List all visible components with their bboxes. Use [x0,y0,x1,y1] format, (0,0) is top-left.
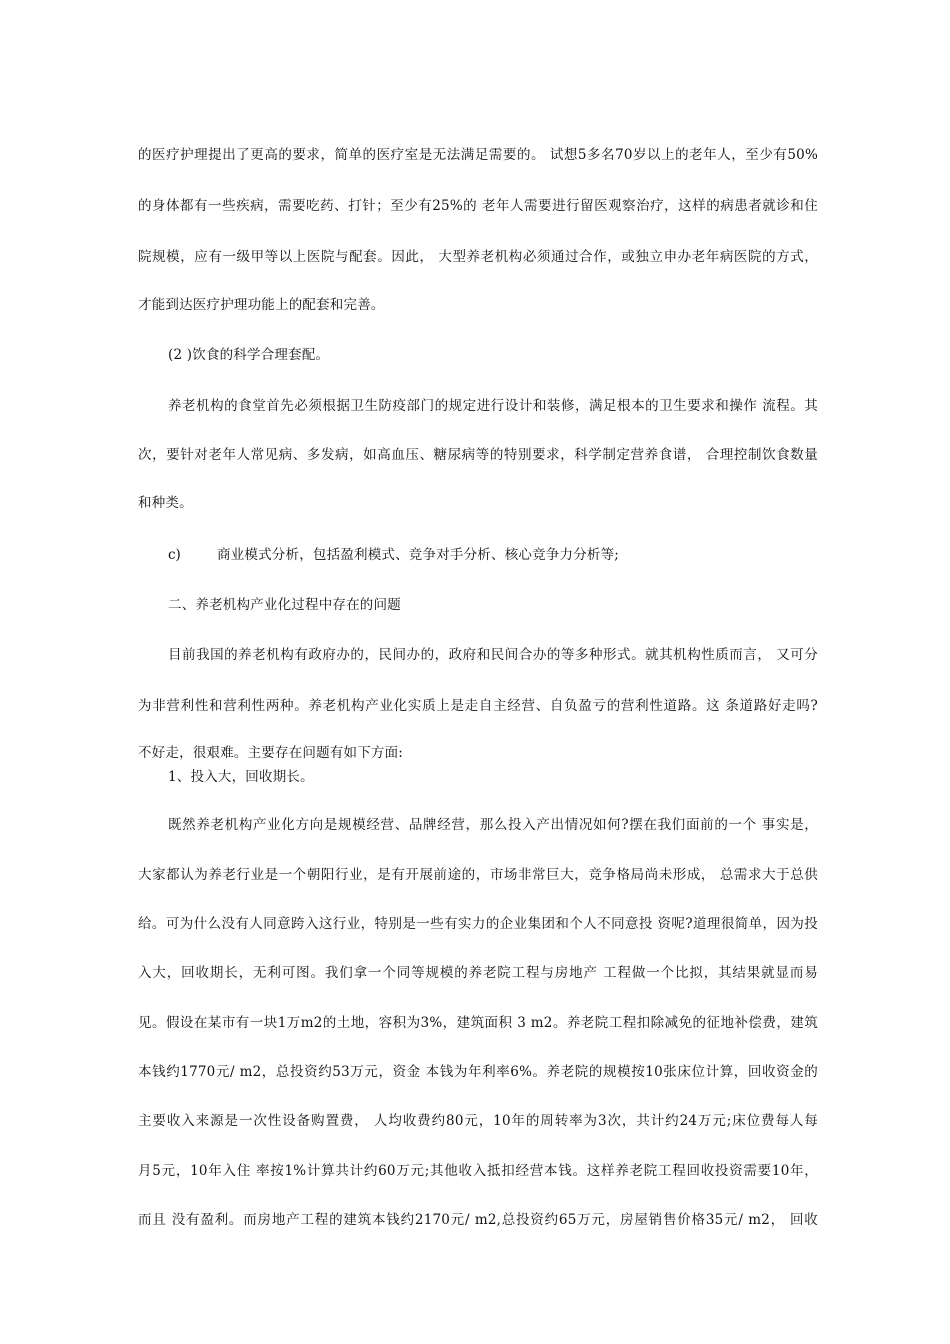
section-heading: 1、投入大，回收期长。 [168,769,314,785]
paragraph-line: 入大，回收期长，无利可图。我们拿一个同等规模的养老院工程与房地产 工程做一个比拟，其结果就显而易 [138,965,818,981]
paragraph-line: 的医疗护理提出了更高的要求，简单的医疗室是无法满足需要的。 试想5多名70岁以上的老年人，至少有50% [138,147,818,163]
paragraph-line: 的身体都有一些疾病，需要吃药、打针；至少有25%的 老年人需要进行留医观察治疗，这样的病患者就诊和住 [138,198,818,214]
paragraph-line: 目前我国的养老机构有政府办的，民间办的，政府和民间合办的等多种形式。就其机构性质而言， 又可分 [168,647,818,663]
paragraph-line: 为非营利性和营利性两种。养老机构产业化实质上是走自主经营、自负盈亏的营利性道路。这 条道路好走吗? [138,698,818,714]
paragraph-line: 院规模，应有一级甲等以上医院与配套。因此， 大型养老机构必须通过合作，或独立申办老年病医院的方式， [138,249,818,265]
paragraph-line: 本钱约1770元/ m2，总投资约53万元，资金 本钱为年利率6%。养老院的规模按10张床位计算，回收资金的 [138,1064,818,1080]
paragraph-line: 给。可为什么没有人同意跨入这行业，特别是一些有实力的企业集团和个人不同意投 资呢?道理很简单，因为投 [138,916,818,932]
paragraph-line: 才能到达医疗护理功能上的配套和完善。 [138,297,385,313]
paragraph-line: 次，要针对老年人常见病、多发病，如高血压、糖尿病等的特别要求，科学制定营养食谱， 合理控制饮食数量 [138,447,818,463]
paragraph-line: 主要收入来源是一次性设备购置费， 人均收费约80元，10年的周转率为3次，共计约24万元;床位费每人每 [138,1113,818,1129]
list-marker: c) [168,547,181,563]
paragraph-line: 大家都认为养老行业是一个朝阳行业，是有开展前途的，市场非常巨大，竞争格局尚未形成， 总需求大于总供 [138,867,818,883]
section-heading: 二、养老机构产业化过程中存在的问题 [168,597,401,613]
paragraph-line: 不好走，很艰难。主要存在问题有如下方面: [138,745,404,761]
paragraph-line: 既然养老机构产业化方向是规模经营、品牌经营，那么投入产出情况如何?摆在我们面前的一个 事实是， [168,817,818,833]
paragraph-line: 见。假设在某市有一块1万m2的土地，容积为3%，建筑面积 3 m2。养老院工程扣除减免的征地补偿费，建筑 [138,1015,818,1031]
paragraph-line: 养老机构的食堂首先必须根据卫生防疫部门的规定进行设计和装修，满足根本的卫生要求和操作 流程。其 [168,398,818,414]
list-item-text: 商业模式分析，包括盈利模式、竞争对手分析、核心竞争力分析等; [217,547,620,563]
section-heading: (2 )饮食的科学合理套配。 [168,347,330,363]
paragraph-line: 而且 没有盈利。而房地产工程的建筑本钱约2170元/ m2,总投资约65万元，房屋销售价格35元/ m2， 回收 [138,1212,818,1228]
paragraph-line: 和种类。 [138,495,193,511]
paragraph-line: 月5元，10年入住 率按1%计算共计约60万元;其他收入抵扣经营本钱。这样养老院工程回收投资需要10年， [138,1163,818,1179]
